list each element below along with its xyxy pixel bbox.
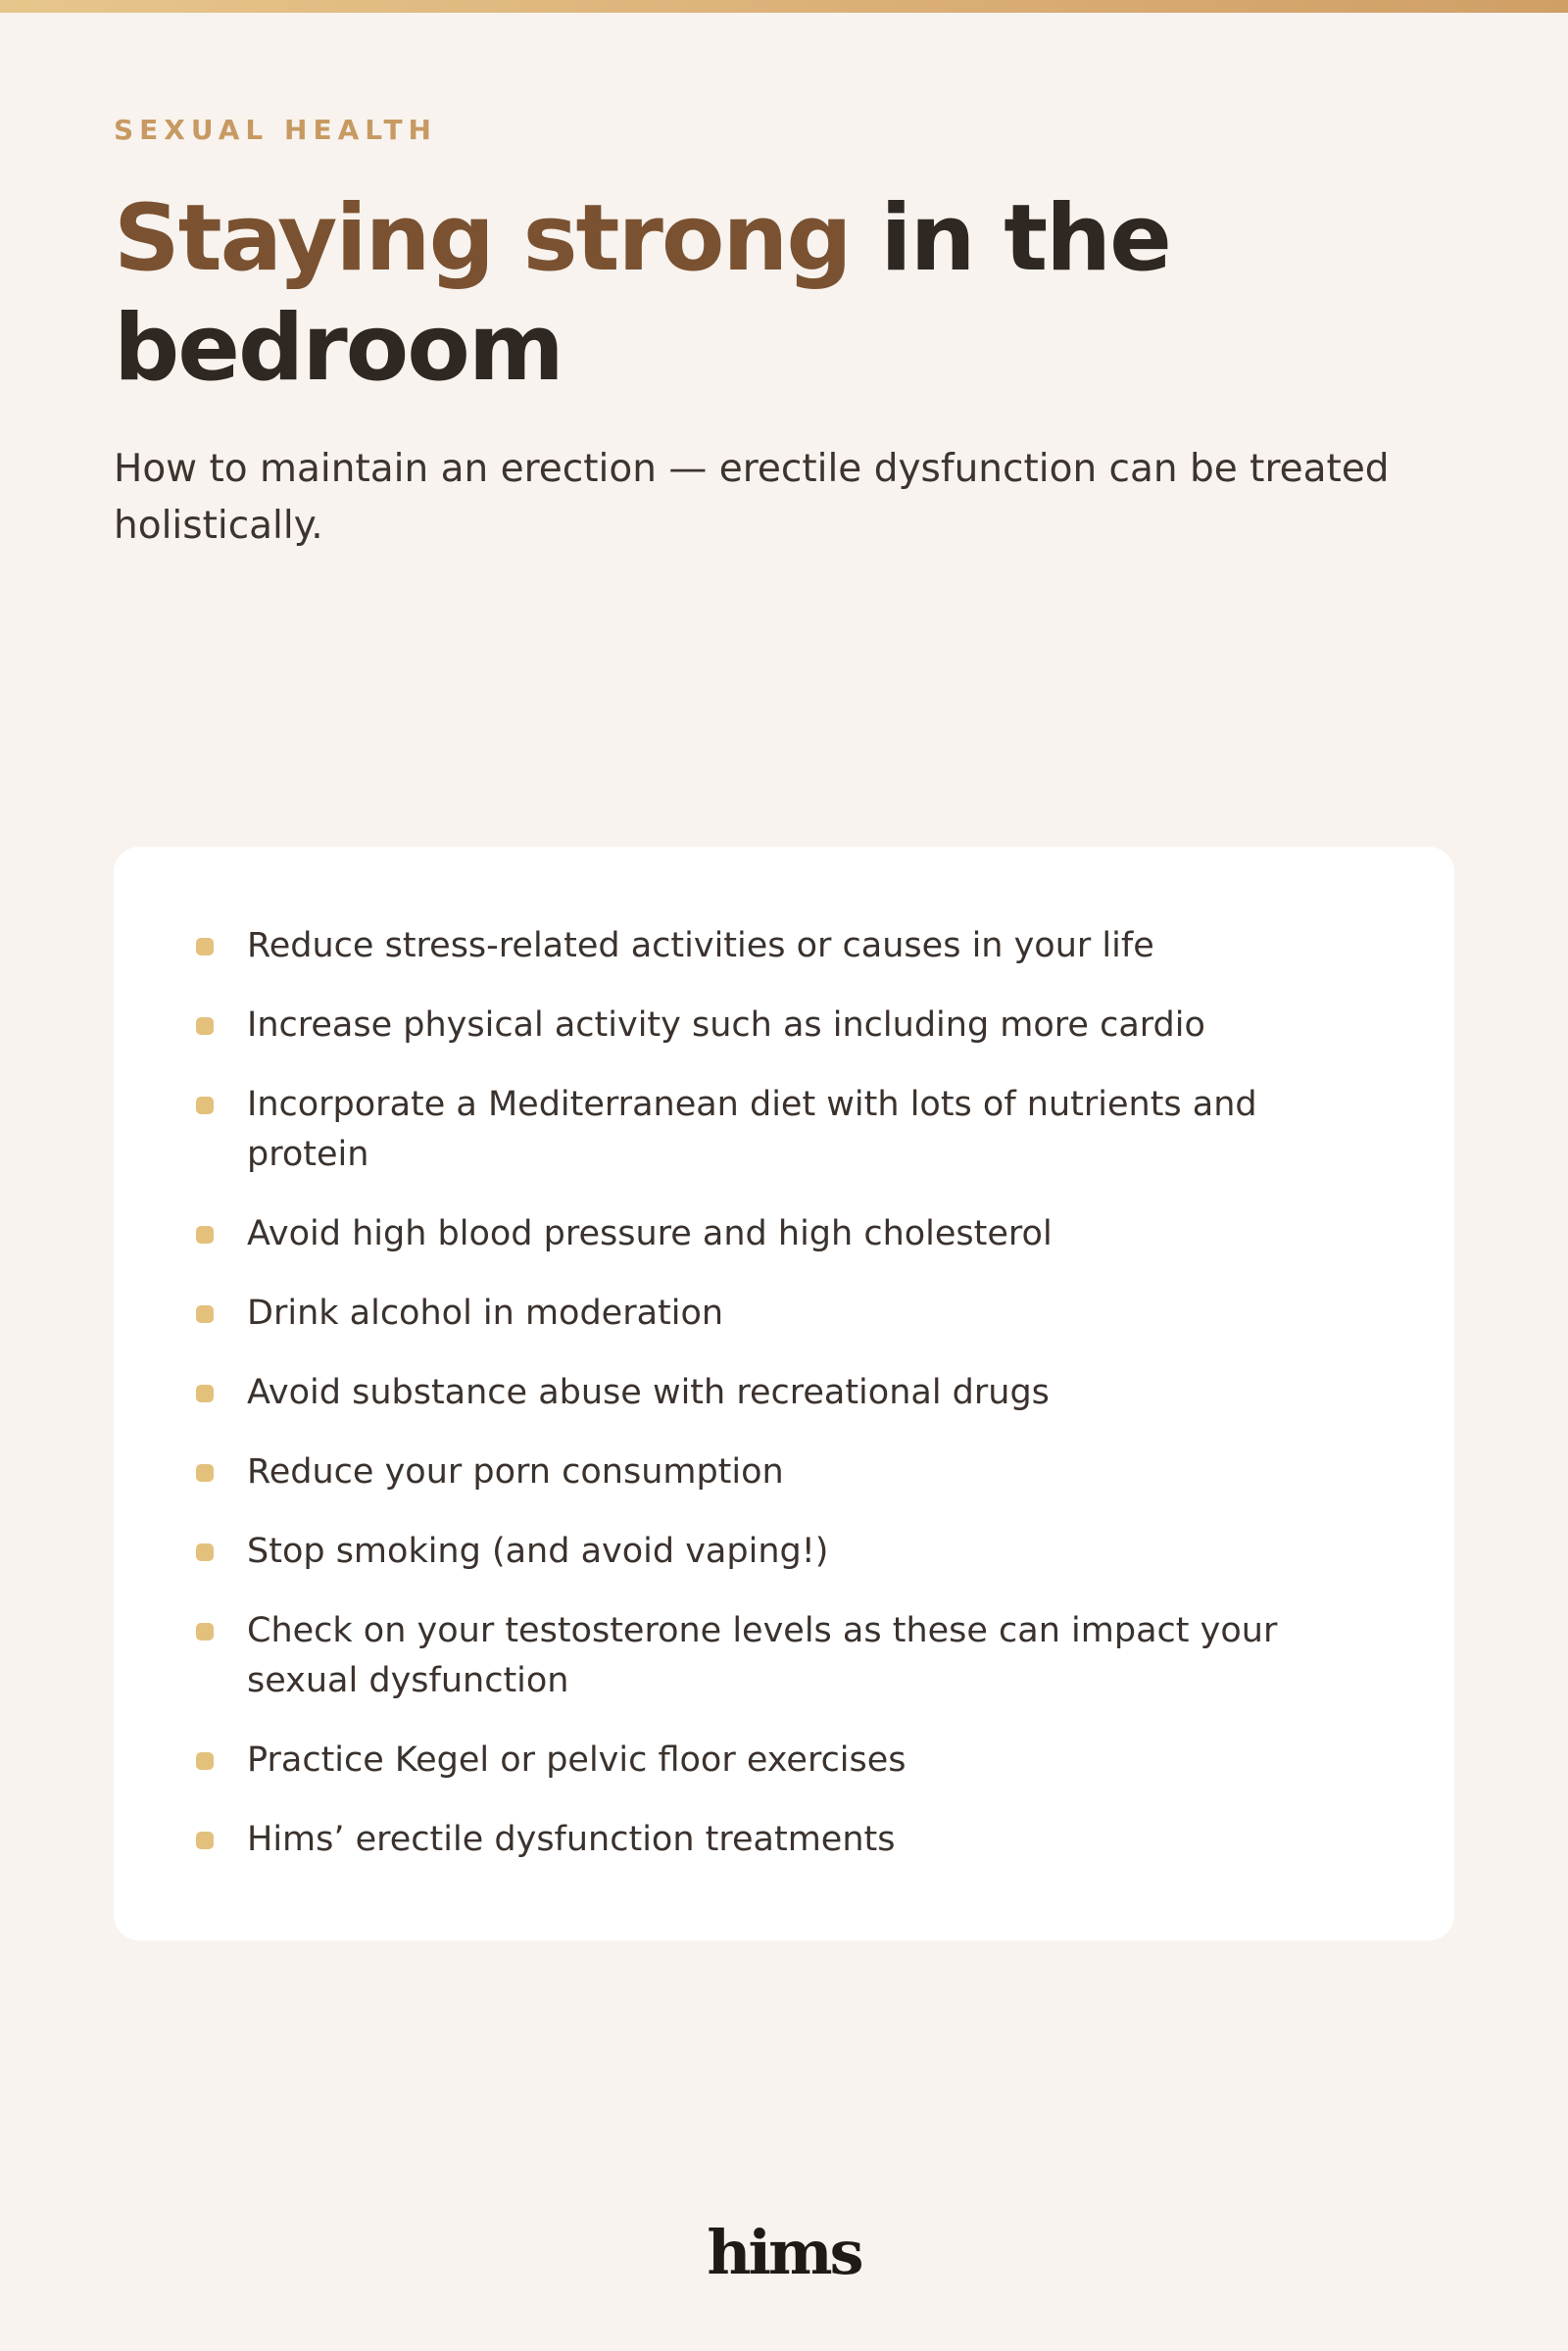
bullet-icon	[196, 1464, 214, 1482]
list-item-text: Increase physical activity such as including more cardio	[247, 1005, 1205, 1045]
list-item	[114, 921, 1454, 971]
category-eyebrow: SEXUAL HEALTH	[114, 114, 437, 146]
bullet-icon	[196, 1097, 214, 1114]
bullet-icon	[196, 1385, 214, 1402]
list-item-text: Avoid substance abuse with recreational drugs	[247, 1373, 1050, 1412]
list-item	[114, 1209, 1454, 1259]
list-item	[114, 1606, 1454, 1706]
bullet-icon	[196, 1543, 214, 1561]
list-item-text: Hims’ erectile dysfunction treatments	[247, 1820, 896, 1859]
list-item-text: Avoid high blood pressure and high cholesterol	[247, 1214, 1053, 1253]
list-item-text: Check on your testosterone levels as these can impact your sexual dysfunction	[247, 1611, 1278, 1700]
bullet-icon	[196, 1226, 214, 1244]
page-title-accent: Staying strong	[114, 185, 851, 292]
list-item	[114, 1736, 1454, 1786]
page-title	[114, 184, 1466, 404]
list-item	[114, 1527, 1454, 1577]
bullet-icon	[196, 1752, 214, 1770]
list-item-text: Reduce stress-related activities or causes in your life	[247, 926, 1154, 965]
list-item-text: Drink alcohol in moderation	[247, 1294, 724, 1333]
list-item	[114, 1080, 1454, 1180]
list-item-text: Incorporate a Mediterranean diet with lots of nutrients and protein	[247, 1085, 1257, 1174]
list-item	[114, 1815, 1454, 1865]
top-accent-bar	[0, 0, 1568, 13]
list-item	[114, 1289, 1454, 1339]
bullet-icon	[196, 1832, 214, 1849]
list-item	[114, 1001, 1454, 1051]
list-item-text: Stop smoking (and avoid vaping!)	[247, 1532, 829, 1571]
bullet-icon	[196, 1305, 214, 1323]
bullet-icon	[196, 1623, 214, 1641]
list-item-text: Reduce your porn consumption	[247, 1452, 784, 1492]
list-item	[114, 1368, 1454, 1418]
page-title-rest: in the bedroom	[114, 185, 1170, 402]
hims-logo: hims	[707, 2217, 861, 2288]
list-item	[114, 1447, 1454, 1497]
page-subtitle: How to maintain an erection — erectile dysfunction can be treated holistically.	[114, 447, 1390, 548]
bullet-icon	[196, 938, 214, 955]
list-item-text: Practice Kegel or pelvic floor exercises	[247, 1740, 906, 1780]
bullet-icon	[196, 1017, 214, 1035]
tips-list	[114, 921, 1454, 1894]
tips-card	[114, 847, 1454, 1940]
